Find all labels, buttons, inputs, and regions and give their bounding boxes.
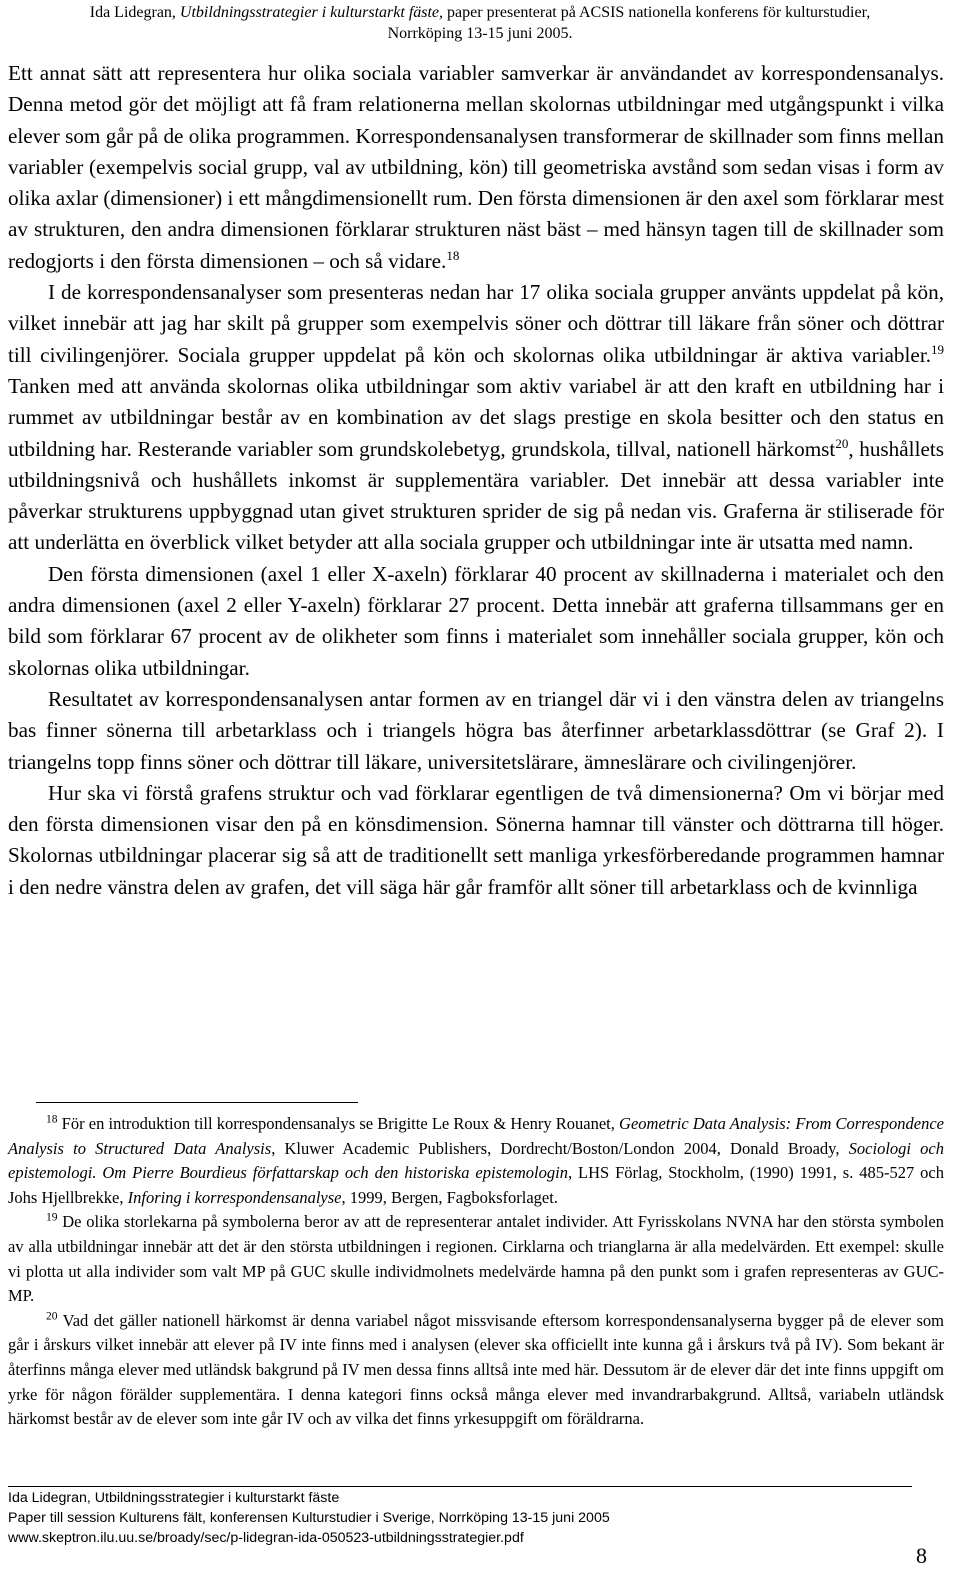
paragraph-1-text: Ett annat sätt att representera hur olika sociala variabler samverkar är användandet av korrespondensanalys. Denna metod gör det möjligt att få fram relationerna mellan skolornas utbildningar med utgångspunkt i vilka elever som går på de olika programmen. Korrespondensanalysen transformerar de skillnader som finns mellan variabler (exempelvis social grupp, val av utbildning, kön) till geometriska avstånd som sedan visas i form av olika axlar (dimensioner) i ett mångdimensionellt rum. Den första dimensionen är den axel som förklarar mest av strukturen, den andra dimensionen förklarar strukturen näst bäst – med hänsyn tagen till de skillnader som redogjorts i den första dimensionen – och så vidare.	[8, 61, 944, 273]
footnote-20	[8, 1309, 944, 1432]
paragraph-2	[8, 277, 944, 559]
footnote-19	[8, 1210, 944, 1308]
footnotes	[8, 1112, 944, 1432]
paragraph-1	[8, 58, 944, 277]
header-paper-title: Utbildningsstrategier i kulturstarkt fäste,	[179, 4, 444, 21]
paragraph-3: Den första dimensionen (axel 1 eller X-axeln) förklarar 40 procent av skillnaderna i materialet och den andra dimensionen (axel 2 eller Y-axeln) förklarar 27 procent. Detta innebär att graferna tillsammans ger en bild som förklarar 67 procent av de olikheter som finns i materialet som innehåller sociala grupper, kön och skolornas olika utbildningar.	[8, 561, 944, 680]
body-text	[8, 58, 944, 903]
running-header	[0, 2, 960, 44]
paragraph-5: Hur ska vi förstå grafens struktur och vad förklarar egentligen de två dimensionerna? Om vi börjar med den första dimensionen visar den på en könsdimension. Sönerna hamnar till vänster och döttrarna till höger. Skolornas utbildningar placerar sig så att de traditionellt sett manliga yrkesförberedande programmen hamnar i den nedre vänstra delen av grafen, det vill säga här går framför allt söner till arbetarklass och de kvinnliga	[8, 780, 944, 899]
footnote-18-text-b: , Kluwer Academic Publishers, Dordrecht/Boston/London 2004, Donald Broady,	[271, 1138, 849, 1158]
header-author: Ida Lidegran,	[89, 4, 180, 21]
footer-line-2: Paper till session Kulturens fält, konferensen Kulturstudier i Sverige, Norrköping 13-15 juni 2005	[8, 1510, 610, 1526]
footnote-18-book-title-3: Inforing i korrespondensanalyse	[127, 1187, 342, 1207]
footnote-18	[8, 1112, 944, 1210]
footnote-20-number: 20	[46, 1310, 58, 1323]
footer-url[interactable]: www.skeptron.ilu.uu.se/broady/sec/p-lidegran-ida-050523-utbildningsstrategier.pdf	[8, 1530, 524, 1546]
paragraph-2-text-b: Tanken med att använda skolornas olika utbildningar som aktiv variabel är att den kraft en utbildning har i rummet av utbildningar består av en kombination av det slags prestige en skola besitter och den status en utbildning har. Resterande variabler som grundskolebetyg, grundskola, tillval, nationell härkomst	[8, 373, 944, 461]
footnote-20-text: Vad det gäller nationell härkomst är denna variabel något missvisande eftersom korrespondensanalyserna bygger på de elever som går i årskurs vilket innebär att elever på IV inte finns med i analysen (elever ska officiellt inte kunna gå i årskurs två på IV). Som bekant är återfinns många elever med utländsk bakgrund på IV men dessa finns alltså inte med här. Dessutom är de elever där det inte finns uppgift om yrke för någon förälder supplementära. I denna kategori finns också många elever med invandrarbakgrund. Alltså, variabeln utländsk härkomst består av de elever som inte går IV och av vilka det finns yrkesuppgift om föräldrarna.	[8, 1310, 944, 1429]
paragraph-2-text-c: , hushållets utbildningsnivå och hushållets inkomst är supplementära variabler. Det innebär att dessa variabler inte påverkar strukturens uppbyggnad utan givet strukturen sprider de sig på nedan vis. Graferna är stiliserade för att underlätta en överblick vilket betyder att alla sociala grupper och utbildningar inte är utsatta med namn.	[8, 436, 944, 555]
footnote-18-text-a: För en introduktion till korrespondensanalys se Brigitte Le Roux & Henry Rouanet,	[57, 1114, 620, 1133]
footnote-ref-20[interactable]: 20	[835, 435, 849, 451]
header-line-1	[0, 2, 960, 23]
footnote-ref-19[interactable]: 19	[931, 341, 944, 357]
paragraph-4: Resultatet av korrespondensanalysen antar formen av en triangel där vi i den vänstra delen av triangelns bas finner sönerna till arbetarklass och i triangels högra bas återfinner arbetarklassdöttrar (se Graf 2). I triangelns topp finns söner och döttrar till läkare, universitetslärare, ämneslärare och civilingenjörer.	[8, 686, 944, 774]
footnote-18-book-title-1: Geometric Data Analysis: From Correspondence Analysis to Structured Data Analysis	[8, 1114, 944, 1158]
footer-line-1: Ida Lidegran, Utbildningsstrategier i kulturstarkt fäste	[8, 1490, 340, 1506]
header-venue: paper presenterat på ACSIS nationella konferens för kulturstudier,	[443, 4, 871, 21]
footnote-18-text-c: , LHS Förlag, Stockholm, (1990) 1991, s. 485-527 och Johs Hjellbrekke,	[8, 1163, 944, 1207]
footnote-18-number: 18	[46, 1113, 58, 1126]
paragraph-2-text-a: I de korrespondensanalyser som presenteras nedan har 17 olika sociala grupper använts uppdelat på kön, vilket innebär att jag har skilt på grupper som exempelvis söner och döttrar till läkare från söner och döttrar till civilingenjörer. Sociala grupper uppdelat på kön och skolornas olika utbildningar är aktiva variabler.	[8, 280, 944, 367]
footnote-separator	[36, 1102, 358, 1103]
footnote-18-text-d: , 1999, Bergen, Fagboksforlaget.	[341, 1187, 558, 1207]
page-number: 8	[916, 1543, 927, 1568]
footnote-ref-18[interactable]: 18	[446, 247, 460, 263]
footnote-19-text: De olika storlekarna på symbolerna beror av att de representerar antalet individer. Att Fyrisskolans NVNA har den största symbolen av alla utbildningar innebär att det är den största utbildningen i regionen. Cirklarna och trianglarna är alla medelvärden. Ett exempel: skulle vi plotta ut alla individer som valt MP på GUC skulle individmolnets medelvärde hamna på den punkt som i grafen representeras av GUC-MP.	[8, 1212, 944, 1306]
footnote-19-number: 19	[46, 1211, 58, 1224]
footnote-18-book-title-2: Sociologi och epistemologi. Om Pierre Bourdieus författarskap och den historiska epistemologin	[8, 1138, 944, 1183]
header-line-2: Norrköping 13-15 juni 2005.	[387, 25, 573, 42]
footer-rule	[8, 1486, 912, 1487]
